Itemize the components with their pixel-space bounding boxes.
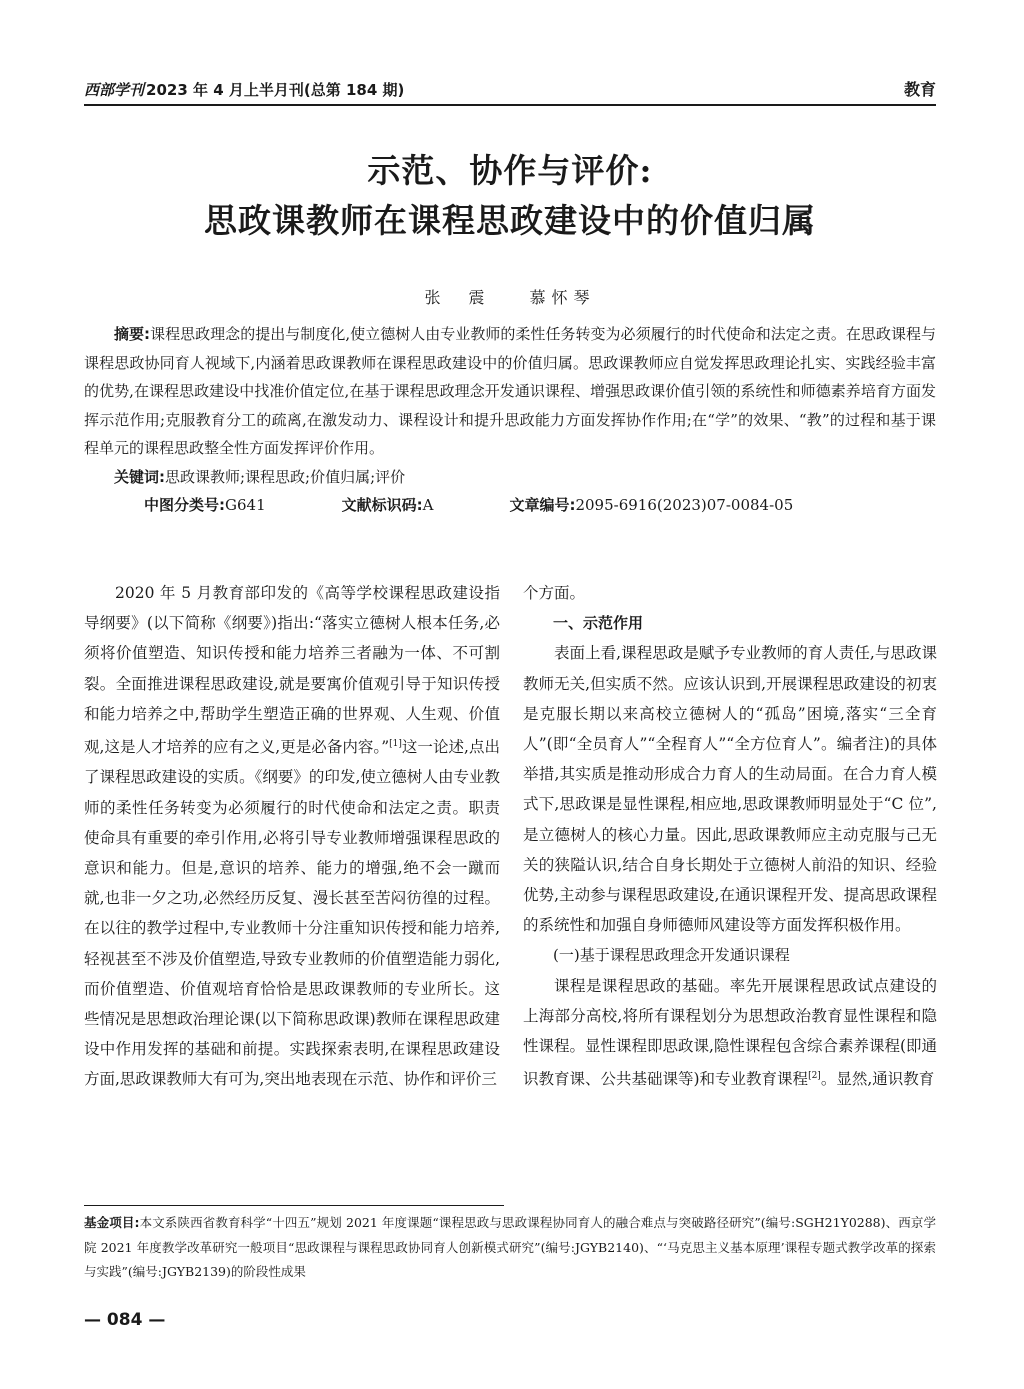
section-name: 教育 [903, 80, 936, 99]
footnote-body: 本文系陕西省教育科学“十四五”规划 2021 年度课题“课程思政与思政课程协同育人的融合难点与突破路径研究”(编号:SGH21Y0288)、西京学院 2021 年度教学改革研究一般项目“思政课程与课程思政协同育人创新模式研究”(编号:JGYB2140)、“‘马克思主义基本原理’课程专题式教学改革的探索与实践”(编号:JGYB2139)的阶段性成果 [84, 1215, 936, 1279]
keywords-label: 关键词: [114, 467, 165, 486]
abstract [84, 320, 936, 463]
citation-ref: [1] [389, 739, 402, 750]
doc-label: 文献标识码: [341, 496, 423, 514]
classification-row [84, 491, 936, 520]
abstract-label: 摘要: [114, 325, 151, 343]
paragraph-text-cont: 这一论述,点出了课程思政建设的实质。《纲要》的印发,使立德树人由专业教师的柔性任务转变为必须履行的时代使命和法定之责。职责使命具有重要的牵引作用,必将引导专业教师增强课程思政的意识和能力。但是,意识的培养、能力的增强,绝不会一蹴而就,也非一夕之功,必然经历反复、漫长甚至苦闷彷徨的过程。在以往的教学过程中,专业教师十分注重知识传授和能力培养,轻视甚至不涉及价值塑造,导致专业教师的价值塑造能力弱化,而价值塑造、价值观培育恰恰是思政课教师的专业所长。这些情况是思想政治理论课(以下简称思政课)教师在课程思政建设中作用发挥的基础和前提。实践探索表明,在课程思政建设方面,思政课教师大有可为,突出地表现在示范、协作和评价三 [84, 738, 500, 1089]
body-column-left [84, 578, 500, 1095]
document-code [312, 491, 434, 520]
article-value: 2095-6916(2023)07-0084-05 [575, 496, 794, 514]
footnote-text [84, 1211, 936, 1285]
keywords-text: 思政课教师;课程思政;价值归属;评价 [165, 467, 406, 486]
running-header [84, 70, 936, 106]
footnote-divider [84, 1205, 504, 1206]
journal-logo: 西部学刊 [84, 81, 145, 99]
paragraph-text: 2020 年 5 月教育部印发的《高等学校课程思政建设指导纲要》(以下简称《纲要》)指出:“落实立德树人根本任务,必须将价值塑造、知识传授和能力培养三者融为一体、不可割裂。全面推进课程思政建设,就是要寓价值观引导于知识传授和能力培养之中,帮助学生塑造正确的世界观、人生观、价值观,这是人才培养的应有之义,更是必备内容。” [84, 584, 500, 757]
journal-issue [84, 79, 404, 100]
body-column-right [523, 578, 937, 1095]
clc-number [114, 491, 266, 520]
article-title [84, 146, 936, 246]
subsection-heading: (一)基于课程思政理念开发通识课程 [553, 946, 790, 965]
keywords [84, 463, 936, 492]
body-paragraph: 表面上看,课程思政是赋予专业教师的育人责任,与思政课教师无关,但实质不然。应该认识到,开展课程思政建设的初衷是克服长期以来高校立德树人的“孤岛”困境,落实“三全育人”(即“全员育人”“全程育人”“全方位育人”。编者注)的具体举措,其实质是推动形成合力育人的生动局面。在合力育人模式下,思政课是显性课程,相应地,思政课教师明显处于“C 位”,是立德树人的核心力量。因此,思政课教师应主动克服与己无关的狭隘认识,结合自身长期处于立德树人前沿的知识、经验优势,主动参与课程思政建设,在通识课程开发、提高思政课程的系统性和加强自身师德师风建设等方面发挥积极作用。 [523, 644, 937, 935]
title-line-1: 示范、协作与评价: [367, 151, 653, 190]
article-label: 文章编号: [509, 496, 576, 514]
body-paragraph-cont: 个方面。 [523, 584, 586, 602]
article-number [479, 491, 793, 520]
paragraph-text-cont: 。显然,通识教育 [820, 1070, 935, 1089]
page-number: — 084 — [84, 1310, 166, 1330]
section-heading: 一、示范作用 [553, 614, 644, 633]
author-1: 张 震 [424, 288, 491, 307]
title-line-2: 思政课教师在课程思政建设中的价值归属 [204, 201, 816, 240]
citation-ref: [2] [808, 1071, 821, 1082]
doc-value: A [422, 496, 434, 514]
body-paragraph [523, 971, 937, 1095]
abstract-text: 课程思政理念的提出与制度化,使立德树人由专业教师的柔性任务转变为必须履行的时代使命和法定之责。在思政课程与课程思政协同育人视域下,内涵着思政课教师在课程思政建设中的价值归属。思政课教师应自觉发挥思政理论扎实、实践经验丰富的优势,在课程思政建设中找准价值定位,在基于课程思政理念开发通识课程、增强思政课价值引领的系统性和师德素养培育方面发挥示范作用;克服教育分工的疏离,在激发动力、课程设计和提升思政能力方面发挥协作作用;在“学”的效果、“教”的过程和基于课程单元的课程思政整全性方面发挥评价作用。 [84, 325, 936, 457]
abstract-block [84, 320, 936, 520]
author-list [84, 285, 936, 308]
journal-issue-text: 2023 年 4 月上半月刊(总第 184 期) [146, 81, 405, 99]
paragraph-text: 课程是课程思政的基础。率先开展课程思政试点建设的上海部分高校,将所有课程划分为思想政治教育显性课程和隐性课程。显性课程即思政课,隐性课程包含综合素养课程(即通识教育课、公共基础课等)和专业教育课程 [523, 976, 937, 1089]
body-paragraph [84, 578, 500, 1095]
footnote-label: 基金项目: [84, 1215, 140, 1230]
funding-footnote [84, 1211, 936, 1285]
clc-label: 中图分类号: [144, 496, 225, 514]
clc-value: G641 [225, 496, 266, 514]
author-2: 慕怀琴 [529, 288, 596, 307]
